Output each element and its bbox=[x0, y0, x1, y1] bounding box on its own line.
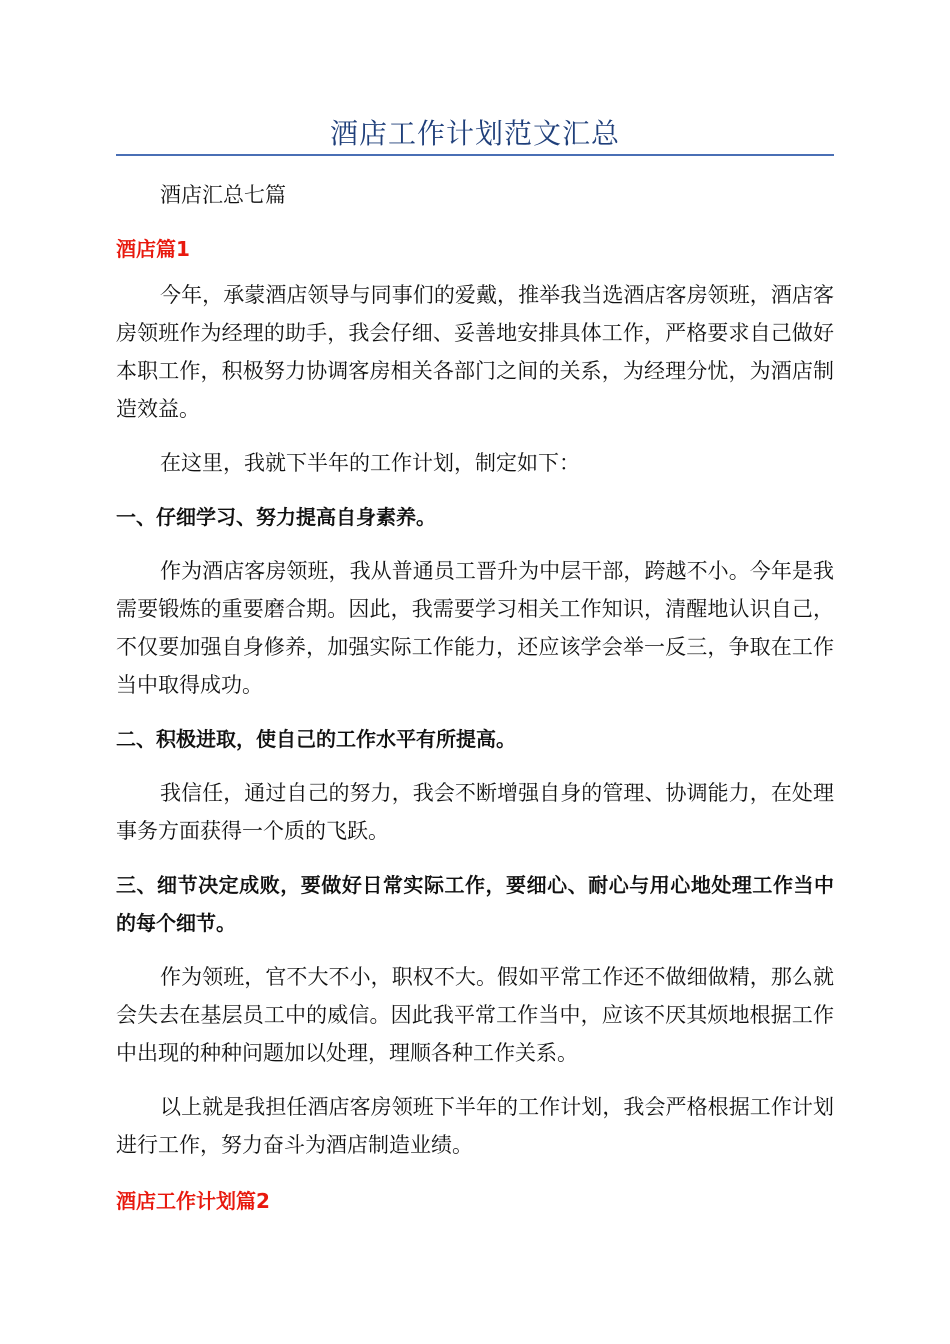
section-heading-1: 酒店篇1 bbox=[116, 237, 190, 261]
section1-lead-paragraph: 在这里，我就下半年的工作计划，制定如下： bbox=[160, 451, 580, 475]
document-title: 酒店工作计划范文汇总 bbox=[329, 117, 620, 150]
section-heading-2: 酒店工作计划篇2 bbox=[116, 1189, 270, 1213]
document-subtitle: 酒店汇总七篇 bbox=[160, 183, 286, 207]
point1-paragraph: 作为酒店客房领班，我从普通员工晋升为中层干部，跨越不小。今年是我需要锻炼的重要磨合期。因此，我需要学习相关工作知识，清醒地认识自己，不仅要加强自身修养，加强实际工作能力，还应该学会举一反三，争取在工作当中取得成功。 bbox=[116, 559, 834, 697]
point2-paragraph: 我信任，通过自己的努力，我会不断增强自身的管理、协调能力，在处理事务方面获得一个质的飞跃。 bbox=[116, 781, 834, 843]
point3-paragraph: 作为领班，官不大不小，职权不大。假如平常工作还不做细做精，那么就会失去在基层员工中的威信。因此我平常工作当中，应该不厌其烦地根据工作中出现的种种问题加以处理，理顺各种工作关系。 bbox=[116, 965, 834, 1065]
section1-intro-paragraph: 今年，承蒙酒店领导与同事们的爱戴，推举我当选酒店客房领班，酒店客房领班作为经理的助手，我会仔细、妥善地安排具体工作，严格要求自己做好本职工作，积极努力协调客房相关各部门之间的关系，为经理分忧，为酒店制造效益。 bbox=[116, 283, 834, 421]
point2-heading: 二、积极进取，使自己的工作水平有所提高。 bbox=[116, 727, 516, 751]
point3-heading: 三、细节决定成败，要做好日常实际工作，要细心、耐心与用心地处理工作当中的每个细节。 bbox=[116, 873, 834, 935]
section1-closing-paragraph: 以上就是我担任酒店客房领班下半年的工作计划，我会严格根据工作计划进行工作，努力奋斗为酒店制造业绩。 bbox=[116, 1095, 834, 1157]
point1-heading: 一、仔细学习、努力提高自身素养。 bbox=[116, 505, 436, 529]
title-underline bbox=[116, 154, 834, 156]
